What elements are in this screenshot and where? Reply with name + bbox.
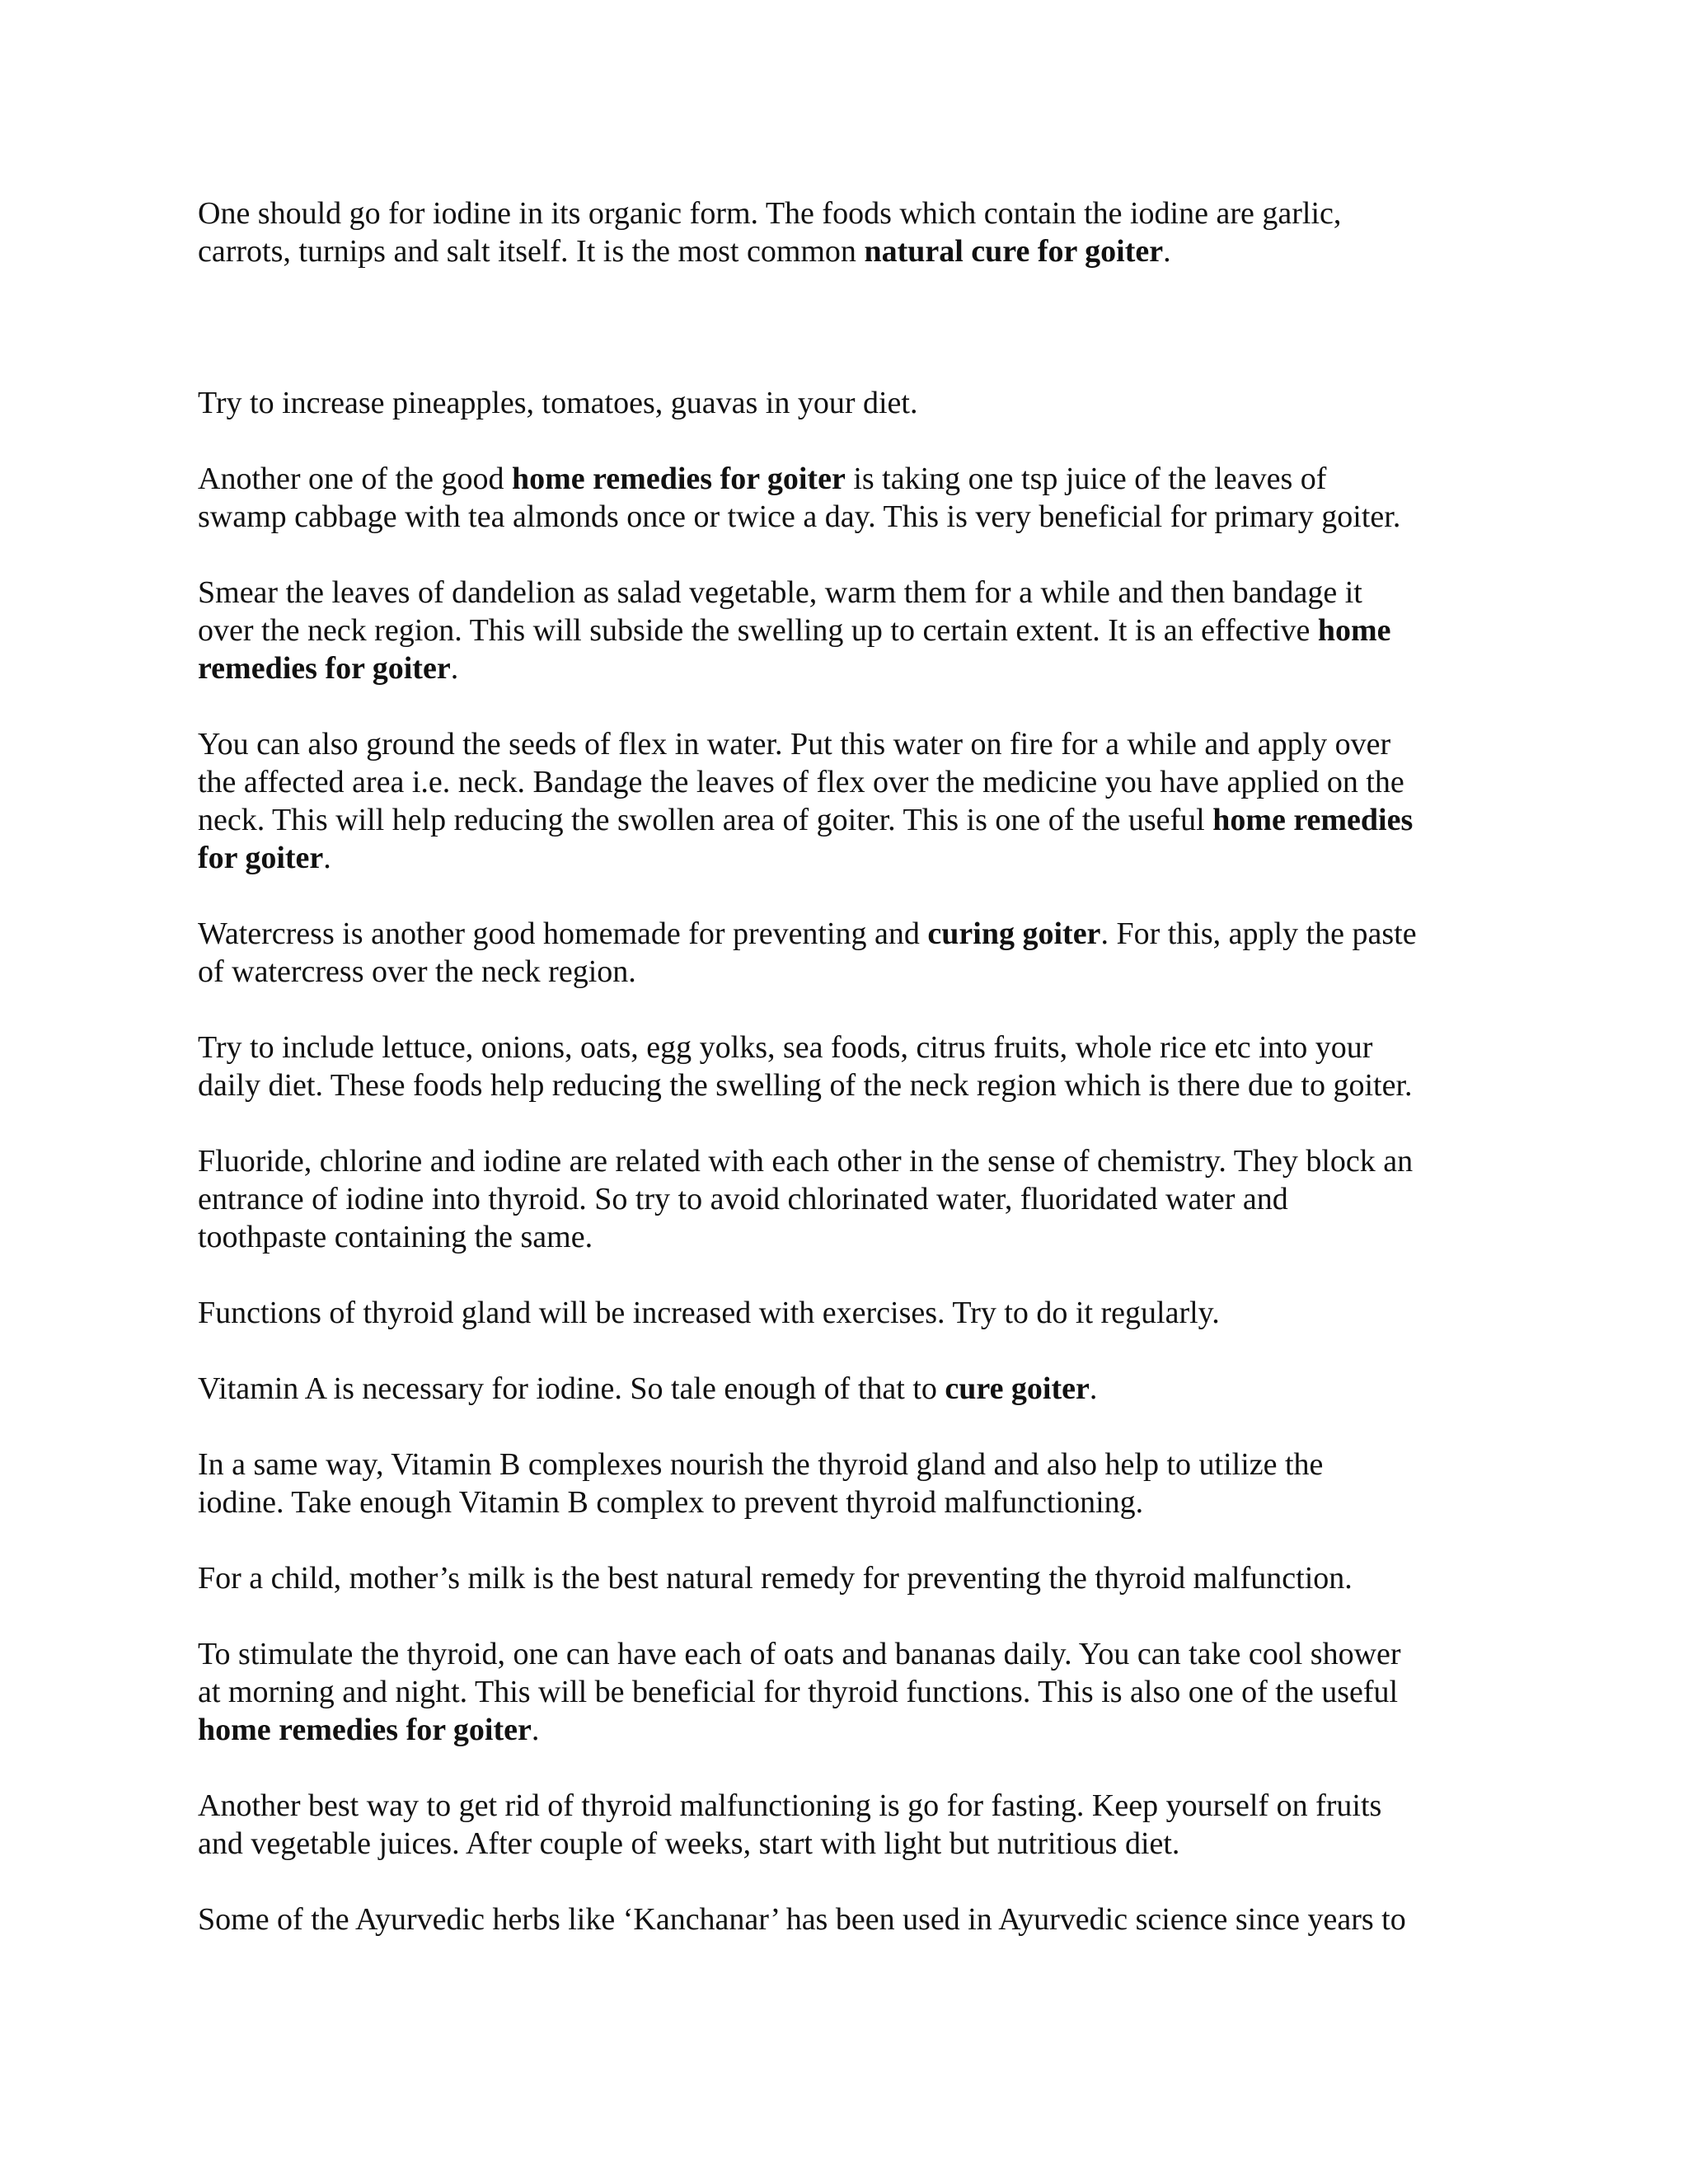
text-line <box>198 1446 1500 1483</box>
text-line <box>198 649 1500 687</box>
paragraph <box>198 1559 1500 1597</box>
text-run: One should go for iodine in its organic form. The foods which contain the iodine are garlic, <box>198 196 1342 231</box>
paragraph <box>198 194 1500 270</box>
text-run: Try to increase pineapples, tomatoes, guavas in your diet. <box>198 386 918 420</box>
text-line <box>198 498 1500 536</box>
bold-keyword: home remedies for goiter <box>511 462 846 496</box>
text-line <box>198 1066 1500 1104</box>
text-run: . <box>531 1713 540 1747</box>
text-line <box>198 1559 1500 1597</box>
text-run: neck. This will help reducing the swollen area of goiter. This is one of the useful <box>198 803 1213 837</box>
text-run: To stimulate the thyroid, one can have each of oats and bananas daily. You can take cool shower <box>198 1637 1401 1671</box>
paragraph <box>198 725 1500 877</box>
text-line <box>198 1180 1500 1218</box>
bold-keyword: home remedies <box>1212 803 1414 837</box>
text-run: . For this, apply the paste <box>1100 916 1417 951</box>
text-line <box>198 725 1500 763</box>
text-run: Smear the leaves of dandelion as salad vegetable, warm them for a while and then bandage it <box>198 575 1362 610</box>
text-run: In a same way, Vitamin B complexes nourish the thyroid gland and also help to utilize the <box>198 1447 1324 1482</box>
text-run: For a child, mother’s milk is the best natural remedy for preventing the thyroid malfunction. <box>198 1561 1353 1596</box>
text-run: Another one of the good <box>198 462 512 496</box>
paragraph <box>198 1900 1500 1938</box>
bold-keyword: for goiter <box>198 841 324 875</box>
text-run: Fluoride, chlorine and iodine are related with each other in the sense of chemistry. They block an <box>198 1144 1414 1179</box>
text-line <box>198 1370 1500 1408</box>
text-line <box>198 763 1500 801</box>
text-run: and vegetable juices. After couple of weeks, start with light but nutritious diet. <box>198 1826 1180 1861</box>
text-run: carrots, turnips and salt itself. It is the most common <box>198 234 865 269</box>
text-run: at morning and night. This will be beneficial for thyroid functions. This is also one of the useful <box>198 1675 1399 1709</box>
bold-keyword: curing goiter <box>927 916 1101 951</box>
text-line <box>198 801 1500 839</box>
text-line <box>198 1673 1500 1711</box>
text-run: the affected area i.e. neck. Bandage the leaves of flex over the medicine you have applied on the <box>198 765 1404 799</box>
bold-keyword: cure goiter <box>945 1371 1090 1406</box>
text-run: Functions of thyroid gland will be increased with exercises. Try to do it regularly. <box>198 1296 1220 1330</box>
text-line <box>198 915 1500 953</box>
text-line <box>198 384 1500 422</box>
text-line <box>198 1218 1500 1256</box>
bold-keyword: natural cure for goiter <box>864 234 1164 269</box>
paragraph <box>198 574 1500 687</box>
text-run: . <box>1089 1371 1098 1406</box>
text-line <box>198 612 1500 649</box>
text-line <box>198 1711 1500 1749</box>
paragraph <box>198 1787 1500 1863</box>
paragraph <box>198 915 1500 991</box>
text-line <box>198 1787 1500 1825</box>
text-run: over the neck region. This will subside the swelling up to certain extent. It is an effective <box>198 613 1318 648</box>
text-line <box>198 953 1500 991</box>
text-run: Some of the Ayurvedic herbs like ‘Kanchanar’ has been used in Ayurvedic science since years to <box>198 1902 1406 1937</box>
text-line <box>198 194 1500 232</box>
text-line <box>198 1142 1500 1180</box>
text-run: You can also ground the seeds of flex in water. Put this water on fire for a while and apply over <box>198 727 1391 762</box>
text-line <box>198 1635 1500 1673</box>
text-run: Another best way to get rid of thyroid malfunctioning is go for fasting. Keep yourself on fruits <box>198 1788 1382 1823</box>
text-line <box>198 1483 1500 1521</box>
bold-keyword: home <box>1317 613 1391 648</box>
text-run: . <box>323 841 331 875</box>
text-run: iodine. Take enough Vitamin B complex to prevent thyroid malfunctioning. <box>198 1485 1144 1520</box>
paragraph <box>198 1294 1500 1332</box>
paragraph <box>198 1370 1500 1408</box>
text-line <box>198 574 1500 612</box>
text-line <box>198 839 1500 877</box>
bold-keyword: remedies for goiter <box>198 651 451 686</box>
paragraph <box>198 460 1500 536</box>
paragraph <box>198 384 1500 422</box>
paragraph <box>198 1446 1500 1521</box>
text-line <box>198 460 1500 498</box>
text-line <box>198 232 1500 270</box>
text-run: . <box>1163 234 1171 269</box>
text-run: of watercress over the neck region. <box>198 954 636 989</box>
document-body <box>198 194 1500 1976</box>
text-line <box>198 1029 1500 1066</box>
text-line <box>198 1294 1500 1332</box>
text-run: Vitamin A is necessary for iodine. So tale enough of that to <box>198 1371 945 1406</box>
text-run: Watercress is another good homemade for preventing and <box>198 916 928 951</box>
text-run: entrance of iodine into thyroid. So try to avoid chlorinated water, fluoridated water and <box>198 1182 1288 1216</box>
paragraph <box>198 1142 1500 1256</box>
text-line <box>198 1825 1500 1863</box>
text-run: is taking one tsp juice of the leaves of <box>845 462 1327 496</box>
text-run: daily diet. These foods help reducing the swelling of the neck region which is there due to goiter. <box>198 1068 1413 1103</box>
text-run: toothpaste containing the same. <box>198 1220 593 1254</box>
bold-keyword: home remedies for goiter <box>198 1713 532 1747</box>
paragraph <box>198 1635 1500 1749</box>
text-run: swamp cabbage with tea almonds once or twice a day. This is very beneficial for primary goiter. <box>198 499 1401 534</box>
text-run: Try to include lettuce, onions, oats, egg yolks, sea foods, citrus fruits, whole rice etc into your <box>198 1030 1373 1065</box>
text-run: . <box>450 651 459 686</box>
text-line <box>198 1900 1500 1938</box>
paragraph <box>198 1029 1500 1104</box>
